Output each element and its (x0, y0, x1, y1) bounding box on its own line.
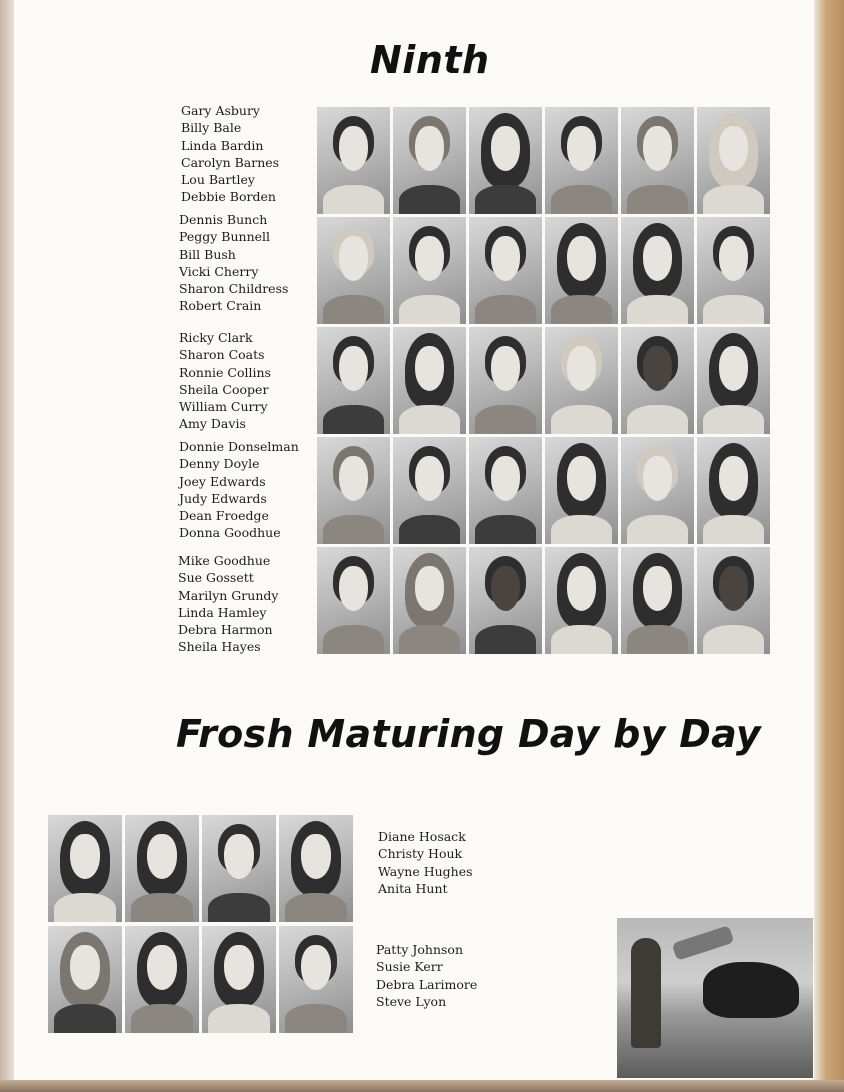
student-name: Susie Kerr (376, 959, 443, 975)
page-binding-left (0, 0, 14, 1092)
student-name: Dean Froedge (179, 508, 269, 524)
student-name: Judy Edwards (179, 490, 267, 506)
student-name: Carolyn Barnes (181, 154, 280, 170)
student-portrait (621, 107, 694, 214)
student-name: Ricky Clark (179, 330, 253, 345)
student-name: Robert Crain (179, 298, 262, 314)
student-name: Sheila Hayes (178, 639, 261, 655)
student-name: Patty Johnson (376, 942, 464, 957)
student-name: William Curry (179, 399, 268, 415)
student-name: Billy Bale (181, 120, 242, 136)
student-name: Linda Hamley (178, 604, 267, 620)
student-name: Amy Davis (179, 416, 246, 432)
student-portrait (125, 926, 199, 1033)
student-portrait (317, 437, 390, 544)
student-portrait (697, 547, 770, 654)
student-portrait (469, 107, 542, 214)
student-name: Steve Lyon (376, 993, 447, 1009)
student-name: Bill Bush (179, 246, 236, 262)
student-name: Debra Harmon (178, 622, 273, 638)
student-portrait (621, 327, 694, 434)
student-portrait (697, 437, 770, 544)
student-name: Lou Bartley (181, 172, 255, 188)
student-portrait (202, 926, 276, 1033)
student-name: Mike Goodhue (178, 553, 271, 568)
student-portrait (621, 437, 694, 544)
photo-person (631, 938, 661, 1048)
student-name: Sharon Coats (179, 347, 265, 363)
student-portrait (393, 437, 466, 544)
student-portrait (469, 217, 542, 324)
page-binding-right (814, 0, 844, 1092)
name-list-row-5 (178, 552, 278, 656)
student-name: Debbie Borden (181, 189, 276, 205)
student-portrait (393, 107, 466, 214)
student-portrait (279, 926, 353, 1033)
name-list-bottom-1 (378, 828, 473, 897)
photo-cape (672, 925, 735, 961)
student-name: Sue Gossett (178, 570, 254, 586)
student-name: Christy Houk (378, 846, 463, 862)
student-name: Diane Hosack (378, 829, 466, 844)
student-portrait (317, 547, 390, 654)
student-name: Joey Edwards (179, 473, 266, 489)
student-name: Donna Goodhue (179, 525, 281, 541)
activity-photo (617, 918, 813, 1078)
name-list-row-1 (181, 102, 279, 206)
student-name: Ronnie Collins (179, 364, 271, 380)
student-name: Sharon Childress (179, 281, 289, 297)
name-list-row-2 (179, 211, 288, 315)
student-portrait (469, 327, 542, 434)
page-title: Ninth (370, 38, 490, 82)
name-list-row-3 (179, 329, 271, 433)
student-name: Debra Larimore (376, 976, 478, 992)
student-portrait (621, 217, 694, 324)
student-portrait (545, 217, 618, 324)
name-list-bottom-2 (376, 941, 477, 1010)
student-portrait (202, 815, 276, 922)
student-portrait (697, 107, 770, 214)
section-heading: Frosh Maturing Day by Day (176, 712, 761, 756)
student-name: Linda Bardin (181, 137, 264, 153)
student-portrait (469, 547, 542, 654)
student-name: Vicki Cherry (179, 263, 259, 279)
student-portrait (48, 926, 122, 1033)
student-portrait (697, 217, 770, 324)
student-portrait (317, 327, 390, 434)
student-portrait (317, 217, 390, 324)
student-name: Gary Asbury (181, 103, 260, 118)
student-name: Denny Doyle (179, 456, 260, 472)
name-list-row-4 (179, 438, 299, 542)
student-portrait (279, 815, 353, 922)
student-name: Sheila Cooper (179, 381, 269, 397)
student-portrait (545, 107, 618, 214)
student-name: Marilyn Grundy (178, 587, 279, 603)
student-portrait (545, 327, 618, 434)
student-portrait (125, 815, 199, 922)
student-portrait (393, 547, 466, 654)
student-portrait (469, 437, 542, 544)
portrait-grid-ninth (317, 107, 770, 654)
student-portrait (545, 547, 618, 654)
student-name: Peggy Bunnell (179, 229, 271, 245)
student-portrait (317, 107, 390, 214)
student-portrait (621, 547, 694, 654)
photo-bull-costume (703, 962, 799, 1018)
student-portrait (393, 217, 466, 324)
student-name: Donnie Donselman (179, 439, 299, 454)
student-portrait (697, 327, 770, 434)
portrait-grid-bottom (48, 815, 353, 1033)
student-portrait (545, 437, 618, 544)
student-name: Wayne Hughes (378, 863, 473, 879)
page-bottom-edge (0, 1080, 844, 1092)
student-portrait (393, 327, 466, 434)
student-portrait (48, 815, 122, 922)
student-name: Dennis Bunch (179, 212, 268, 227)
student-name: Anita Hunt (378, 880, 448, 896)
